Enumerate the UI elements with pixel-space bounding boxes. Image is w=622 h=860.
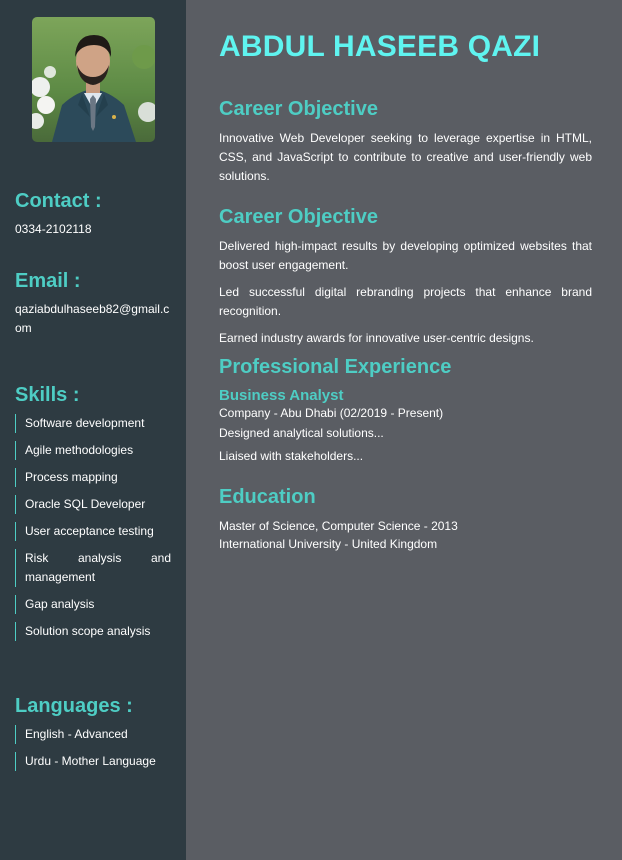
achievement-item: Led successful digital rebranding projects that enhance brand recognition. <box>219 285 592 318</box>
language-item: Urdu - Mother Language <box>15 752 171 771</box>
skill-item: Oracle SQL Developer <box>15 495 171 514</box>
career-objective-heading-2: Career Objective <box>219 206 378 228</box>
skill-item: Process mapping <box>15 468 171 487</box>
sidebar <box>0 0 186 860</box>
email-heading: Email : <box>15 270 81 292</box>
education-heading: Education <box>219 486 316 508</box>
profile-photo <box>32 17 155 142</box>
skill-item: Gap analysis <box>15 595 171 614</box>
experience-heading: Professional Experience <box>219 356 452 378</box>
education-school: International University - United Kingdom <box>219 537 438 551</box>
education-degree: Master of Science, Computer Science - 2013 <box>219 519 458 533</box>
profile-photo-image <box>32 17 155 142</box>
contact-heading: Contact : <box>15 190 102 212</box>
achievement-item: Delivered high-impact results by developing optimized websites that boost user engagement. <box>219 239 592 272</box>
languages-heading: Languages : <box>15 695 133 717</box>
skills-list <box>15 414 171 649</box>
achievement-item: Earned industry awards for innovative user-centric designs. <box>219 331 534 345</box>
main-content <box>186 0 622 860</box>
language-item: English - Advanced <box>15 725 171 744</box>
skill-item: User acceptance testing <box>15 522 171 541</box>
skill-item: Solution scope analysis <box>15 622 171 641</box>
person-name: ABDUL HASEEB QAZI <box>219 30 541 63</box>
skills-heading: Skills : <box>15 384 80 406</box>
contact-phone: 0334-2102118 <box>15 222 92 236</box>
job-duty: Designed analytical solutions... <box>219 426 384 440</box>
career-objective-text: Innovative Web Developer seeking to leverage expertise in HTML, CSS, and JavaScript to contribute to creative and user-friendly web solutions. <box>219 131 592 183</box>
skill-item: Risk analysis and management <box>15 549 171 587</box>
job-title: Business Analyst <box>219 387 344 404</box>
career-objective-heading: Career Objective <box>219 98 378 120</box>
job-duty: Liaised with stakeholders... <box>219 449 364 463</box>
skill-item: Software development <box>15 414 171 433</box>
email-value: qaziabdulhaseeb82@gmail.com <box>15 302 170 335</box>
skill-item: Agile methodologies <box>15 441 171 460</box>
languages-list <box>15 725 171 779</box>
job-company: Company - Abu Dhabi (02/2019 - Present) <box>219 406 444 420</box>
